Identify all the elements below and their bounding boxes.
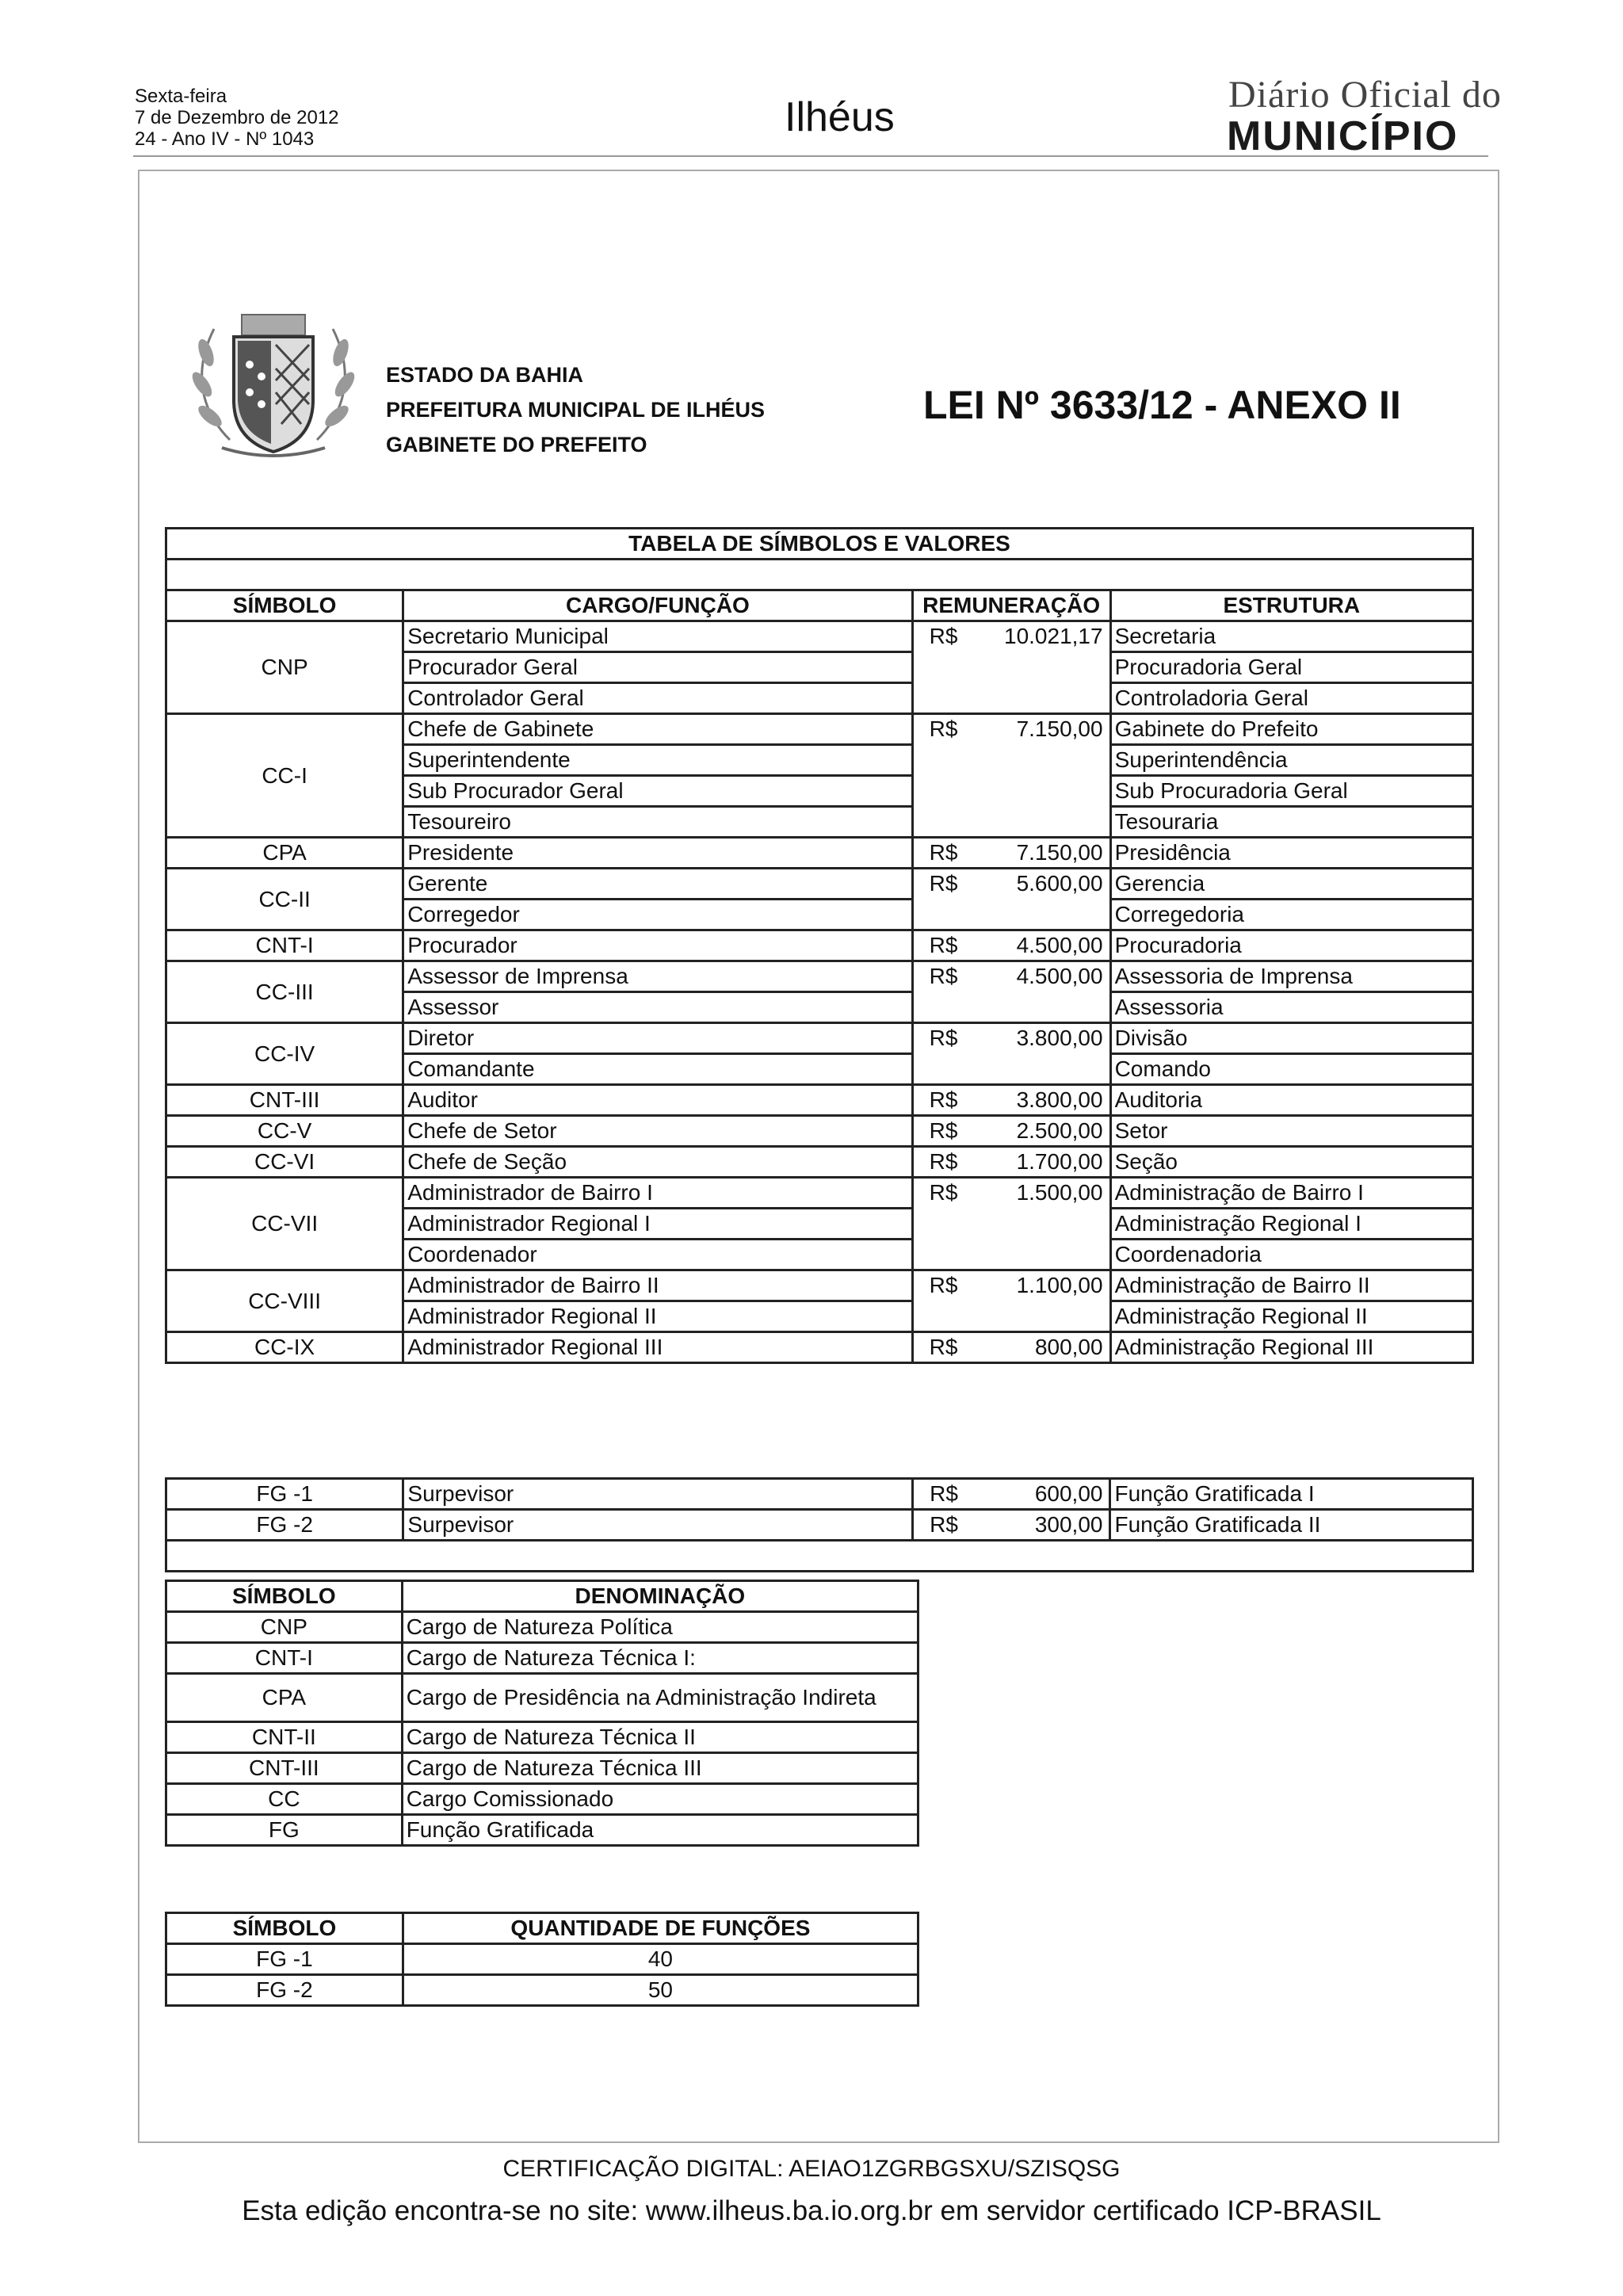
symbol-cell: CNT-I xyxy=(166,1643,403,1674)
table-row xyxy=(166,869,1473,900)
remuneration-value xyxy=(917,1148,1106,1176)
amount: 10.021,17 xyxy=(1004,624,1103,648)
table-row xyxy=(166,961,1473,992)
symbol-cell: CC-I xyxy=(166,714,403,838)
column-header: SÍMBOLO xyxy=(166,590,403,621)
amount: 4.500,00 xyxy=(1016,933,1103,957)
remuneration-value xyxy=(917,1086,1106,1114)
remuneration-value xyxy=(917,931,1106,960)
role-cell: Procurador xyxy=(403,930,912,961)
amount: 4.500,00 xyxy=(1016,964,1103,988)
spacer-row xyxy=(166,1541,1473,1572)
structure-cell: Função Gratificada II xyxy=(1110,1510,1473,1541)
symbol-cell: CNP xyxy=(166,621,403,714)
role-cell: Corregedor xyxy=(403,900,912,930)
structure-cell: Secretaria xyxy=(1110,621,1472,652)
structure-cell: Administração de Bairro II xyxy=(1110,1270,1472,1301)
table-row xyxy=(166,930,1473,961)
role-cell: Administrador Regional III xyxy=(403,1332,912,1363)
symbol-cell: CC-IX xyxy=(166,1332,403,1363)
currency-symbol: R$ xyxy=(930,1481,958,1506)
denomination-cell: Cargo de Natureza Técnica I: xyxy=(402,1643,918,1674)
column-header: QUANTIDADE DE FUNÇÕES xyxy=(403,1913,918,1944)
role-cell: Tesoureiro xyxy=(403,807,912,838)
symbol-cell: FG -2 xyxy=(166,1975,403,2006)
symbol-cell: CNP xyxy=(166,1612,403,1643)
amount: 7.150,00 xyxy=(1016,840,1103,865)
role-cell: Administrador de Bairro I xyxy=(403,1178,912,1209)
header-row xyxy=(166,1581,918,1612)
symbol-cell: FG -2 xyxy=(166,1510,403,1541)
remuneration-cell xyxy=(912,961,1110,1023)
quantity-cell: 40 xyxy=(403,1944,918,1975)
structure-cell: Tesouraria xyxy=(1110,807,1472,838)
role-cell: Gerente xyxy=(403,869,912,900)
role-cell: Controlador Geral xyxy=(403,683,912,714)
role-cell: Coordenador xyxy=(403,1240,912,1270)
table-row xyxy=(166,1270,1473,1301)
amount: 2.500,00 xyxy=(1016,1118,1103,1143)
structure-cell: Gabinete do Prefeito xyxy=(1110,714,1472,745)
table-row xyxy=(166,1722,918,1753)
symbol-cell: FG xyxy=(166,1815,403,1846)
remuneration-cell xyxy=(912,1147,1110,1178)
weekday: Sexta-feira xyxy=(135,86,227,107)
gazette-logo-line2: MUNICÍPIO xyxy=(1227,113,1459,159)
remuneration-cell xyxy=(912,1085,1110,1116)
currency-symbol: R$ xyxy=(929,871,958,896)
table-row xyxy=(166,1510,1473,1541)
amount: 600,00 xyxy=(1034,1481,1103,1506)
symbol-cell: CC-VI xyxy=(166,1147,403,1178)
role-cell: Surpevisor xyxy=(403,1510,913,1541)
remuneration-value xyxy=(917,962,1106,1022)
currency-symbol: R$ xyxy=(929,716,958,741)
role-cell: Auditor xyxy=(403,1085,912,1116)
structure-cell: Corregedoria xyxy=(1110,900,1472,930)
spacer-cell xyxy=(166,560,1473,590)
currency-symbol: R$ xyxy=(929,1273,958,1297)
denomination-table xyxy=(165,1580,919,1847)
structure-cell: Presidência xyxy=(1110,838,1472,869)
issue-number: 24 - Ano IV - Nº 1043 xyxy=(135,128,315,150)
symbol-cell: CC-III xyxy=(166,961,403,1023)
role-cell: Diretor xyxy=(403,1023,912,1054)
role-cell: Chefe de Gabinete xyxy=(403,714,912,745)
structure-cell: Divisão xyxy=(1110,1023,1472,1054)
table-row xyxy=(166,1479,1473,1510)
remuneration-cell xyxy=(913,1510,1110,1541)
remuneration-value xyxy=(917,1179,1106,1269)
remuneration-cell xyxy=(912,838,1110,869)
remuneration-cell xyxy=(913,1479,1110,1510)
column-header: REMUNERAÇÃO xyxy=(912,590,1110,621)
structure-cell: Auditoria xyxy=(1110,1085,1472,1116)
remuneration-cell xyxy=(912,1270,1110,1332)
remuneration-value xyxy=(917,1333,1106,1362)
symbol-cell: FG -1 xyxy=(166,1479,403,1510)
remuneration-value xyxy=(917,1271,1106,1331)
currency-symbol: R$ xyxy=(929,1087,958,1112)
city-name: Ilhéus xyxy=(785,94,895,140)
remuneration-cell xyxy=(912,930,1110,961)
table-row xyxy=(166,1023,1473,1054)
table-row xyxy=(166,838,1473,869)
table-row xyxy=(166,1944,918,1975)
role-cell: Assessor xyxy=(403,992,912,1023)
remuneration-cell xyxy=(912,1023,1110,1085)
functions-quantity-table xyxy=(165,1912,919,2007)
remuneration-cell xyxy=(912,714,1110,838)
symbol-cell: CC-VII xyxy=(166,1178,403,1270)
symbol-cell: CNT-III xyxy=(166,1085,403,1116)
table-row xyxy=(166,1815,918,1846)
denomination-cell: Cargo de Natureza Técnica II xyxy=(402,1722,918,1753)
remuneration-value xyxy=(917,1024,1106,1083)
role-cell: Procurador Geral xyxy=(403,652,912,683)
table-row xyxy=(166,714,1473,745)
symbol-cell: CNT-I xyxy=(166,930,403,961)
amount: 1.100,00 xyxy=(1016,1273,1103,1297)
role-cell: Presidente xyxy=(403,838,912,869)
remuneration-value xyxy=(917,869,1106,929)
title-row xyxy=(166,529,1473,560)
column-header: SÍMBOLO xyxy=(166,1581,403,1612)
role-cell: Sub Procurador Geral xyxy=(403,776,912,807)
role-cell: Administrador Regional I xyxy=(403,1209,912,1240)
table-row xyxy=(166,1975,918,2006)
column-header: SÍMBOLO xyxy=(166,1913,403,1944)
symbol-cell: CC xyxy=(166,1784,403,1815)
denomination-cell: Cargo de Natureza Política xyxy=(402,1612,918,1643)
digital-certification: CERTIFICAÇÃO DIGITAL: AEIAO1ZGRBGSXU/SZISQSG xyxy=(502,2156,1121,2182)
site-note: Esta edição encontra-se no site: www.ilheus.ba.io.org.br em servidor certificado ICP-BRASIL xyxy=(242,2195,1381,2226)
amount: 300,00 xyxy=(1034,1512,1103,1537)
amount: 7.150,00 xyxy=(1016,716,1103,741)
remuneration-value xyxy=(917,622,1106,712)
structure-cell: Setor xyxy=(1110,1116,1472,1147)
symbol-cell: FG -1 xyxy=(166,1944,403,1975)
column-header: CARGO/FUNÇÃO xyxy=(403,590,912,621)
remuneration-cell xyxy=(912,621,1110,714)
table-row xyxy=(166,1116,1473,1147)
denomination-cell: Cargo de Presidência na Administração Indireta xyxy=(402,1674,918,1722)
amount: 1.500,00 xyxy=(1016,1180,1103,1205)
symbol-cell: CPA xyxy=(166,838,403,869)
header-row xyxy=(166,1913,918,1944)
currency-symbol: R$ xyxy=(929,1335,958,1359)
remuneration-cell xyxy=(912,1116,1110,1147)
org-prefecture: PREFEITURA MUNICIPAL DE ILHÉUS xyxy=(386,398,766,422)
structure-cell: Procuradoria xyxy=(1110,930,1472,961)
structure-cell: Sub Procuradoria Geral xyxy=(1110,776,1472,807)
structure-cell: Coordenadoria xyxy=(1110,1240,1472,1270)
structure-cell: Seção xyxy=(1110,1147,1472,1178)
currency-symbol: R$ xyxy=(929,1180,958,1205)
role-cell: Assessor de Imprensa xyxy=(403,961,912,992)
currency-symbol: R$ xyxy=(930,1512,958,1537)
currency-symbol: R$ xyxy=(929,1026,958,1050)
edition-date: 7 de Dezembro de 2012 xyxy=(135,107,339,128)
role-cell: Secretario Municipal xyxy=(403,621,912,652)
structure-cell: Assessoria de Imprensa xyxy=(1110,961,1472,992)
remuneration-value xyxy=(917,1480,1106,1508)
org-state: ESTADO DA BAHIA xyxy=(386,363,583,387)
structure-cell: Função Gratificada I xyxy=(1110,1479,1473,1510)
gratified-functions-table xyxy=(165,1477,1474,1572)
structure-cell: Comando xyxy=(1110,1054,1472,1085)
denomination-cell: Função Gratificada xyxy=(402,1815,918,1846)
remuneration-value xyxy=(917,1511,1106,1539)
role-cell: Comandante xyxy=(403,1054,912,1085)
amount: 3.800,00 xyxy=(1016,1087,1103,1112)
currency-symbol: R$ xyxy=(929,1118,958,1143)
table-row xyxy=(166,1674,918,1722)
amount: 5.600,00 xyxy=(1016,871,1103,896)
symbol-cell: CPA xyxy=(166,1674,403,1722)
structure-cell: Administração Regional I xyxy=(1110,1209,1472,1240)
table-title: TABELA DE SÍMBOLOS E VALORES xyxy=(166,529,1473,560)
symbol-cell: CNT-II xyxy=(166,1722,403,1753)
amount: 3.800,00 xyxy=(1016,1026,1103,1050)
role-cell: Surpevisor xyxy=(403,1479,913,1510)
symbol-cell: CC-V xyxy=(166,1116,403,1147)
table-row xyxy=(166,1178,1473,1209)
denomination-cell: Cargo Comissionado xyxy=(402,1784,918,1815)
currency-symbol: R$ xyxy=(929,964,958,988)
currency-symbol: R$ xyxy=(929,840,958,865)
table-row xyxy=(166,1332,1473,1363)
table-row xyxy=(166,1612,918,1643)
currency-symbol: R$ xyxy=(929,933,958,957)
symbol-cell: CC-VIII xyxy=(166,1270,403,1332)
remuneration-value xyxy=(917,1117,1106,1145)
table-row xyxy=(166,1643,918,1674)
table-row xyxy=(166,1784,918,1815)
role-cell: Administrador de Bairro II xyxy=(403,1270,912,1301)
remuneration-value xyxy=(917,715,1106,836)
spacer-cell xyxy=(166,1541,1473,1572)
remuneration-cell xyxy=(912,869,1110,930)
table-row xyxy=(166,1753,918,1784)
currency-symbol: R$ xyxy=(929,624,958,648)
amount: 1.700,00 xyxy=(1016,1149,1103,1174)
role-cell: Administrador Regional II xyxy=(403,1301,912,1332)
quantity-cell: 50 xyxy=(403,1975,918,2006)
currency-symbol: R$ xyxy=(929,1149,958,1174)
gazette-logo-line1: Diário Oficial do xyxy=(1228,74,1502,116)
structure-cell: Superintendência xyxy=(1110,745,1472,776)
structure-cell: Procuradoria Geral xyxy=(1110,652,1472,683)
amount: 800,00 xyxy=(1034,1335,1103,1359)
denomination-cell: Cargo de Natureza Técnica III xyxy=(402,1753,918,1784)
column-header: ESTRUTURA xyxy=(1110,590,1472,621)
edition-info xyxy=(135,86,339,150)
role-cell: Chefe de Seção xyxy=(403,1147,912,1178)
column-header: DENOMINAÇÃO xyxy=(402,1581,918,1612)
symbol-cell: CC-IV xyxy=(166,1023,403,1085)
table-row xyxy=(166,1147,1473,1178)
table-row xyxy=(166,1085,1473,1116)
symbol-cell: CC-II xyxy=(166,869,403,930)
role-cell: Chefe de Setor xyxy=(403,1116,912,1147)
role-cell: Superintendente xyxy=(403,745,912,776)
structure-cell: Administração de Bairro I xyxy=(1110,1178,1472,1209)
remuneration-cell xyxy=(912,1332,1110,1363)
remuneration-value xyxy=(917,839,1106,867)
structure-cell: Administração Regional II xyxy=(1110,1301,1472,1332)
structure-cell: Assessoria xyxy=(1110,992,1472,1023)
table-row xyxy=(166,621,1473,652)
symbols-values-table xyxy=(165,527,1474,1364)
structure-cell: Controladoria Geral xyxy=(1110,683,1472,714)
org-office: GABINETE DO PREFEITO xyxy=(386,433,647,457)
header-divider xyxy=(133,155,1488,157)
structure-cell: Administração Regional III xyxy=(1110,1332,1472,1363)
law-title: LEI Nº 3633/12 - ANEXO II xyxy=(923,383,1401,427)
spacer-row xyxy=(166,560,1473,590)
structure-cell: Gerencia xyxy=(1110,869,1472,900)
municipal-crest-icon xyxy=(182,305,365,464)
header-row xyxy=(166,590,1473,621)
symbol-cell: CNT-III xyxy=(166,1753,403,1784)
remuneration-cell xyxy=(912,1178,1110,1270)
